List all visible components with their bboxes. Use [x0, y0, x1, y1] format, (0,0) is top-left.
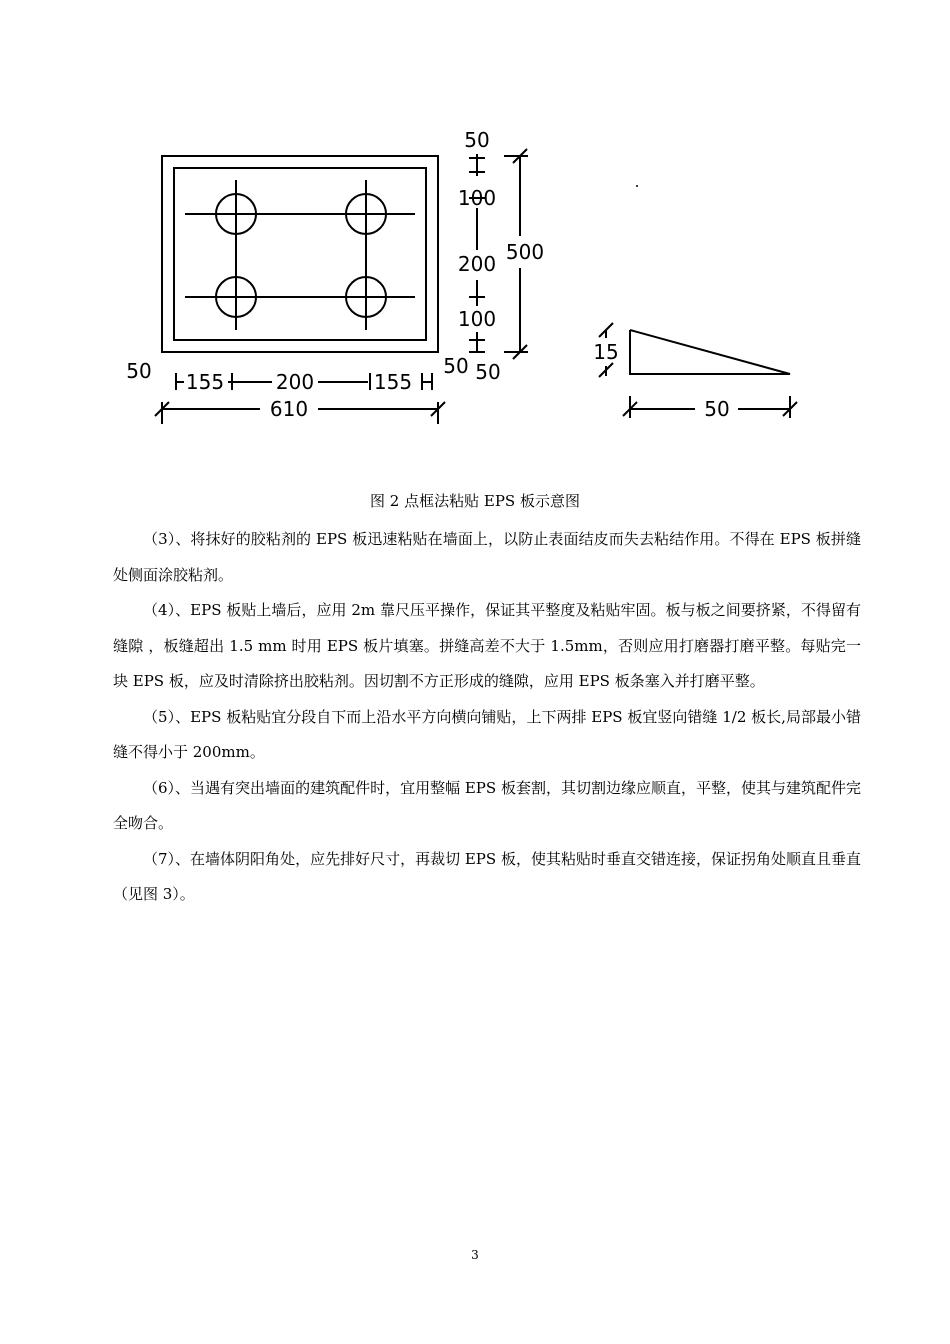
dimension-middle-spacing: 200: [457, 252, 497, 276]
dimension-total-height: 500: [505, 240, 545, 264]
dimension-top-margin: 50: [464, 128, 490, 152]
dimension-upper-spacing: 100: [457, 186, 497, 210]
figure-caption: 图 2 点框法粘贴 EPS 板示意图: [370, 492, 580, 510]
dimension-wedge-height: 15: [593, 340, 619, 364]
dimension-wedge-length: 50: [704, 397, 730, 421]
paragraph-step-7: （7）、在墙体阴阳角处，应先排好尺寸，再裁切 EPS 板，使其粘贴时垂直交错连接，保证拐角处顺直且垂直（见图 3）。: [113, 849, 861, 903]
paragraph-step-4: （4）、EPS 板贴上墙后，应用 2m 靠尺压平操作，保证其平整度及粘贴牢固。板与板之间要挤紧，不得留有缝隙 ，板缝超出 1.5 mm 时用 EPS 板片填塞。拼缝高差不大于 1.5mm，否则应用打磨器打磨平整。每贴完一块 EPS 板，应及时清除挤出胶粘剂。因切割不方正形成的缝隙，应用 EPS 板条塞入并打磨平整。: [113, 601, 861, 690]
dimension-center-spacing: 200: [275, 370, 315, 394]
dimension-bottom-margin: 50: [475, 360, 501, 384]
paragraph-step-5: （5）、EPS 板粘贴宜分段自下而上沿水平方向横向铺贴，上下两排 EPS 板宜竖向错缝 1/2 板长,局部最小错缝不得小于 200mm。: [113, 707, 861, 761]
body-text: [113, 522, 861, 913]
dimension-left-margin: 50: [126, 359, 152, 383]
dimension-right-margin: 50: [443, 354, 469, 378]
board-inner-outline: [174, 168, 426, 340]
paragraph-step-3: （3）、将抹好的胶粘剂的 EPS 板迅速粘贴在墙面上，以防止表面结皮而失去粘结作用。不得在 EPS 板拼缝处侧面涂胶粘剂。: [113, 530, 861, 584]
dimension-lower-spacing: 100: [457, 307, 497, 331]
page-number: 3: [471, 1248, 479, 1262]
dimension-total-width: 610: [269, 397, 309, 421]
dimension-left-spacing: 155: [185, 370, 225, 394]
board-outer-outline: [162, 156, 438, 352]
dimension-right-spacing: 155: [373, 370, 413, 394]
eps-board-diagram: [110, 120, 830, 440]
paragraph-step-6: （6）、当遇有突出墙面的建筑配件时，宜用整幅 EPS 板套割，其切割边缘应顺直，平整，使其与建筑配件完全吻合。: [113, 778, 861, 832]
wedge-profile: [630, 330, 790, 374]
